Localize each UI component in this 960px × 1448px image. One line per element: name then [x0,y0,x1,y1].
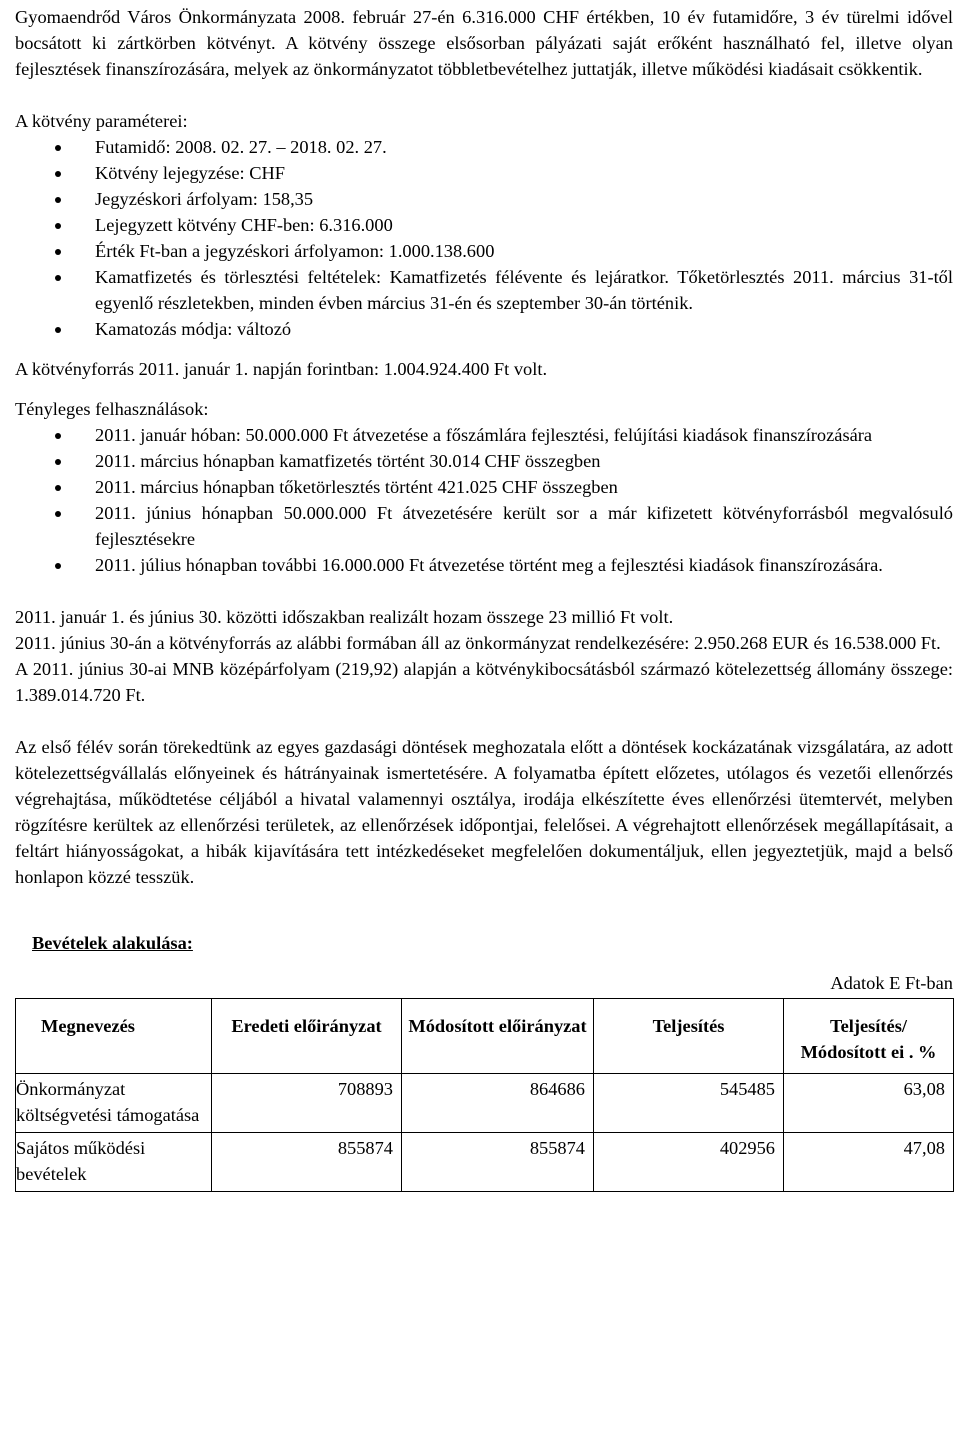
table-cell: 402956 [594,1133,784,1192]
column-header: Teljesítés [594,999,784,1074]
revenue-table [15,998,954,1192]
table-cell: 708893 [212,1074,402,1133]
list-item: 2011. június hónapban 50.000.000 Ft átvezetésére került sor a már kifizetett kötvényforrásból megvalósuló fejlesztésekre [15,500,953,552]
column-header: Megnevezés [16,999,212,1074]
table-cell: 47,08 [784,1133,954,1192]
table-cell: Sajátos működési bevételek [16,1133,212,1192]
unit-note: Adatok E Ft-ban [830,973,953,993]
column-header: Teljesítés/ Módosított ei . % [784,999,954,1074]
column-header: Eredeti előirányzat [212,999,402,1074]
list-item: Jegyzéskori árfolyam: 158,35 [15,186,953,212]
table-cell: Önkormányzat költségvetési támogatása [16,1074,212,1133]
bullet-icon [55,145,61,151]
table-header-row [16,999,954,1074]
list-item: Futamidő: 2008. 02. 27. – 2018. 02. 27. [15,134,953,160]
bullet-icon [55,327,61,333]
table-cell: 63,08 [784,1074,954,1133]
intro-paragraph: Gyomaendrőd Város Önkormányzata 2008. február 27-én 6.316.000 CHF értékben, 10 év futamidőre, 3 év türelmi idővel bocsátott ki zártkörben kötvényt. A kötvény összege elsősorban pályázati saját erőként használható fel, illetve olyan fejlesztések finanszírozására, melyek az önkormányzatot többletbevételhez juttatják, illetve működési kiadásait csökkentik. [15,7,953,79]
list-item: Kamatfizetés és törlesztési feltételek: Kamatfizetés félévente és lejáratkor. Tőketörlesztés 2011. március 31-től egyenlő részletekben, minden évben március 31-én és szeptember 30-án történik. [15,264,953,316]
bullet-icon [55,485,61,491]
list-item: 2011. március hónapban kamatfizetés történt 30.014 CHF összegben [15,448,953,474]
revenue-heading: Bevételek alakulása: [32,933,193,953]
list-item: 2011. március hónapban tőketörlesztés történt 421.025 CHF összegben [15,474,953,500]
table-row [16,1133,954,1192]
list-item: Kötvény lejegyzése: CHF [15,160,953,186]
table-cell: 855874 [402,1133,594,1192]
table-cell: 864686 [402,1074,594,1133]
table-cell: 855874 [212,1133,402,1192]
list-item: 2011. július hónapban további 16.000.000 Ft átvezetése történt meg a fejlesztési kiadások finanszírozására. [15,552,953,578]
bullet-icon [55,223,61,229]
summary-line-balance: 2011. június 30-án a kötvényforrás az alábbi formában áll az önkormányzat rendelkezésére: 2.950.268 EUR és 16.538.000 Ft. [15,633,941,653]
list-item: Lejegyzett kötvény CHF-ben: 6.316.000 [15,212,953,238]
document-page [15,4,953,1192]
list-item: 2011. január hóban: 50.000.000 Ft átvezetése a főszámlára fejlesztési, felújítási kiadások finanszírozására [15,422,953,448]
bullet-icon [55,511,61,517]
bullet-icon [55,249,61,255]
bullet-icon [55,459,61,465]
bullet-icon [55,197,61,203]
summary-line-yield: 2011. január 1. és június 30. közötti időszakban realizált hozam összege 23 millió Ft volt. [15,607,674,627]
list-item: Kamatozás módja: változó [15,316,953,342]
bullet-icon [55,433,61,439]
list-item: Érték Ft-ban a jegyzéskori árfolyamon: 1.000.138.600 [15,238,953,264]
usage-title: Tényleges felhasználások: [15,399,209,419]
usage-list [15,422,953,578]
params-title: A kötvény paraméterei: [15,111,188,131]
column-header: Módosított előirányzat [402,999,594,1074]
bullet-icon [55,563,61,569]
params-list [15,134,953,342]
table-cell: 545485 [594,1074,784,1133]
control-paragraph: Az első félév során törekedtünk az egyes gazdasági döntések meghozatala előtt a döntések kockázatának vizsgálatára, az adott kötelezettségvállalás előnyeinek és hátrányainak ismertetésére. A folyamatba épített előzetes, utólagos és vezetői ellenőrzés végrehajtása, működtetése céljából a hivatal valamennyi osztálya, irodája elkészítette éves ellenőrzési ütemtervét, melyben rögzítésre kerültek az ellenőrzési területek, az ellenőrzések időpontjai, felelősei. A végrehajtott ellenőrzések megállapításait, a feltárt hiányosságokat, a hibák kijavítására tett intézkedéseket megfelelően dokumentáljuk, ellen jegyeztetjük, majd a belső honlapon közzé tesszük. [15,737,953,887]
table-row [16,1074,954,1133]
bullet-icon [55,171,61,177]
summary-line-liability: A 2011. június 30-ai MNB középárfolyam (219,92) alapján a kötvénykibocsátásból származó kötelezettség állomány összege: 1.389.014.720 Ft. [15,659,953,705]
bond-source-text: A kötvényforrás 2011. január 1. napján forintban: 1.004.924.400 Ft volt. [15,359,548,379]
bullet-icon [55,275,61,281]
